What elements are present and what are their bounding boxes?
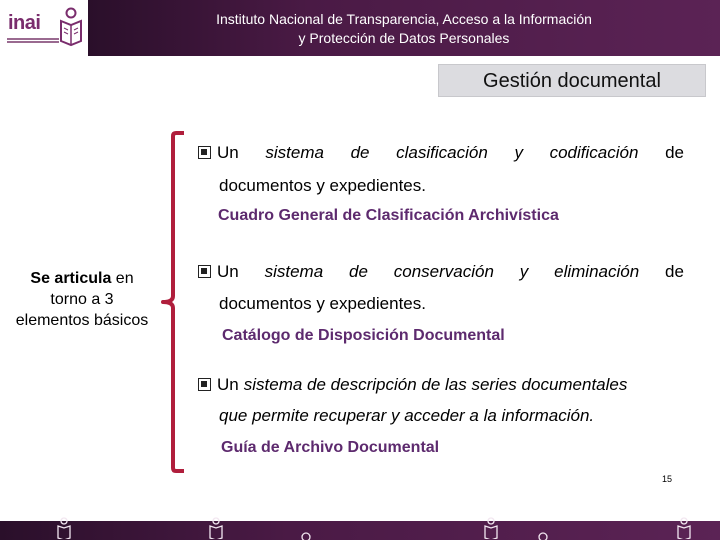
bullet-1-word-un: Un bbox=[217, 143, 239, 162]
bullet-2-word-un: Un bbox=[217, 262, 239, 281]
reader-icon bbox=[208, 517, 224, 539]
section-title: Gestión documental bbox=[438, 64, 706, 97]
bullet-2-line2: documentos y expedientes. bbox=[219, 294, 426, 313]
bullet-3-line2: que permite recuperar y acceder a la información. bbox=[219, 406, 595, 425]
left-label bbox=[2, 268, 162, 331]
reader-icon bbox=[56, 517, 72, 539]
bullet-3-line1 bbox=[198, 375, 627, 395]
bullet-2-word3: de bbox=[349, 262, 368, 281]
bullet-1-word2: sistema bbox=[265, 143, 324, 162]
left-label-line2: torno a 3 bbox=[50, 291, 114, 308]
reader-icon bbox=[676, 517, 692, 539]
circle-decoration-icon bbox=[300, 531, 312, 540]
left-label-line3: elementos básicos bbox=[15, 312, 149, 329]
reader-icon bbox=[58, 7, 84, 47]
bullet-1-word5: y bbox=[514, 143, 523, 162]
bullet-1-word1 bbox=[198, 143, 239, 163]
bullet-1-word6: codificación bbox=[549, 143, 639, 162]
bullet-1-word3: de bbox=[350, 143, 370, 162]
page-number: 15 bbox=[662, 474, 673, 484]
bullet-square-icon bbox=[198, 378, 211, 391]
bullet-3-word-un: Un bbox=[217, 375, 239, 394]
bullet-1-word7: de bbox=[665, 143, 684, 162]
bullet-2-word6: eliminación bbox=[554, 262, 640, 281]
header-band bbox=[88, 0, 720, 56]
bullet-2-word5: y bbox=[519, 262, 529, 281]
institution-name-line2: y Protección de Datos Personales bbox=[298, 30, 510, 46]
bullet-3-word1 bbox=[198, 375, 239, 395]
circle-decoration-icon bbox=[537, 531, 549, 540]
bullet-3-instrument: Guía de Archivo Documental bbox=[221, 439, 440, 456]
bullet-1-instrument: Cuadro General de Clasificación Archivística bbox=[218, 207, 559, 224]
bullet-2-word2: sistema bbox=[264, 262, 324, 281]
reader-icon bbox=[483, 517, 499, 539]
left-label-rest: en bbox=[111, 270, 134, 287]
bullet-square-icon bbox=[198, 265, 211, 278]
footer-band bbox=[0, 521, 720, 540]
bullet-2-word7: de bbox=[665, 262, 684, 281]
bullet-3-phrase: sistema de descripción de las series documentales bbox=[243, 375, 628, 394]
bracket-shape bbox=[160, 130, 194, 475]
bullet-1-word4: clasificación bbox=[396, 143, 488, 162]
bullet-1-line2: documentos y expedientes. bbox=[219, 176, 426, 195]
left-label-line1 bbox=[2, 268, 162, 289]
bullet-2-word4: conservación bbox=[393, 262, 494, 281]
bullet-square-icon bbox=[198, 146, 211, 159]
bullet-2-line1 bbox=[198, 262, 684, 282]
header bbox=[0, 0, 720, 56]
bullet-2-instrument: Catálogo de Disposición Documental bbox=[222, 327, 505, 344]
inai-logo bbox=[0, 0, 88, 56]
bullet-2-word1 bbox=[198, 262, 239, 282]
left-label-bold: Se articula bbox=[30, 270, 112, 287]
logo-text: inai bbox=[8, 12, 41, 34]
bullet-1-line1 bbox=[198, 143, 684, 163]
logo-tagline-lines bbox=[7, 38, 59, 44]
institution-name-line1: Instituto Nacional de Transparencia, Acceso a la Información bbox=[216, 11, 592, 27]
